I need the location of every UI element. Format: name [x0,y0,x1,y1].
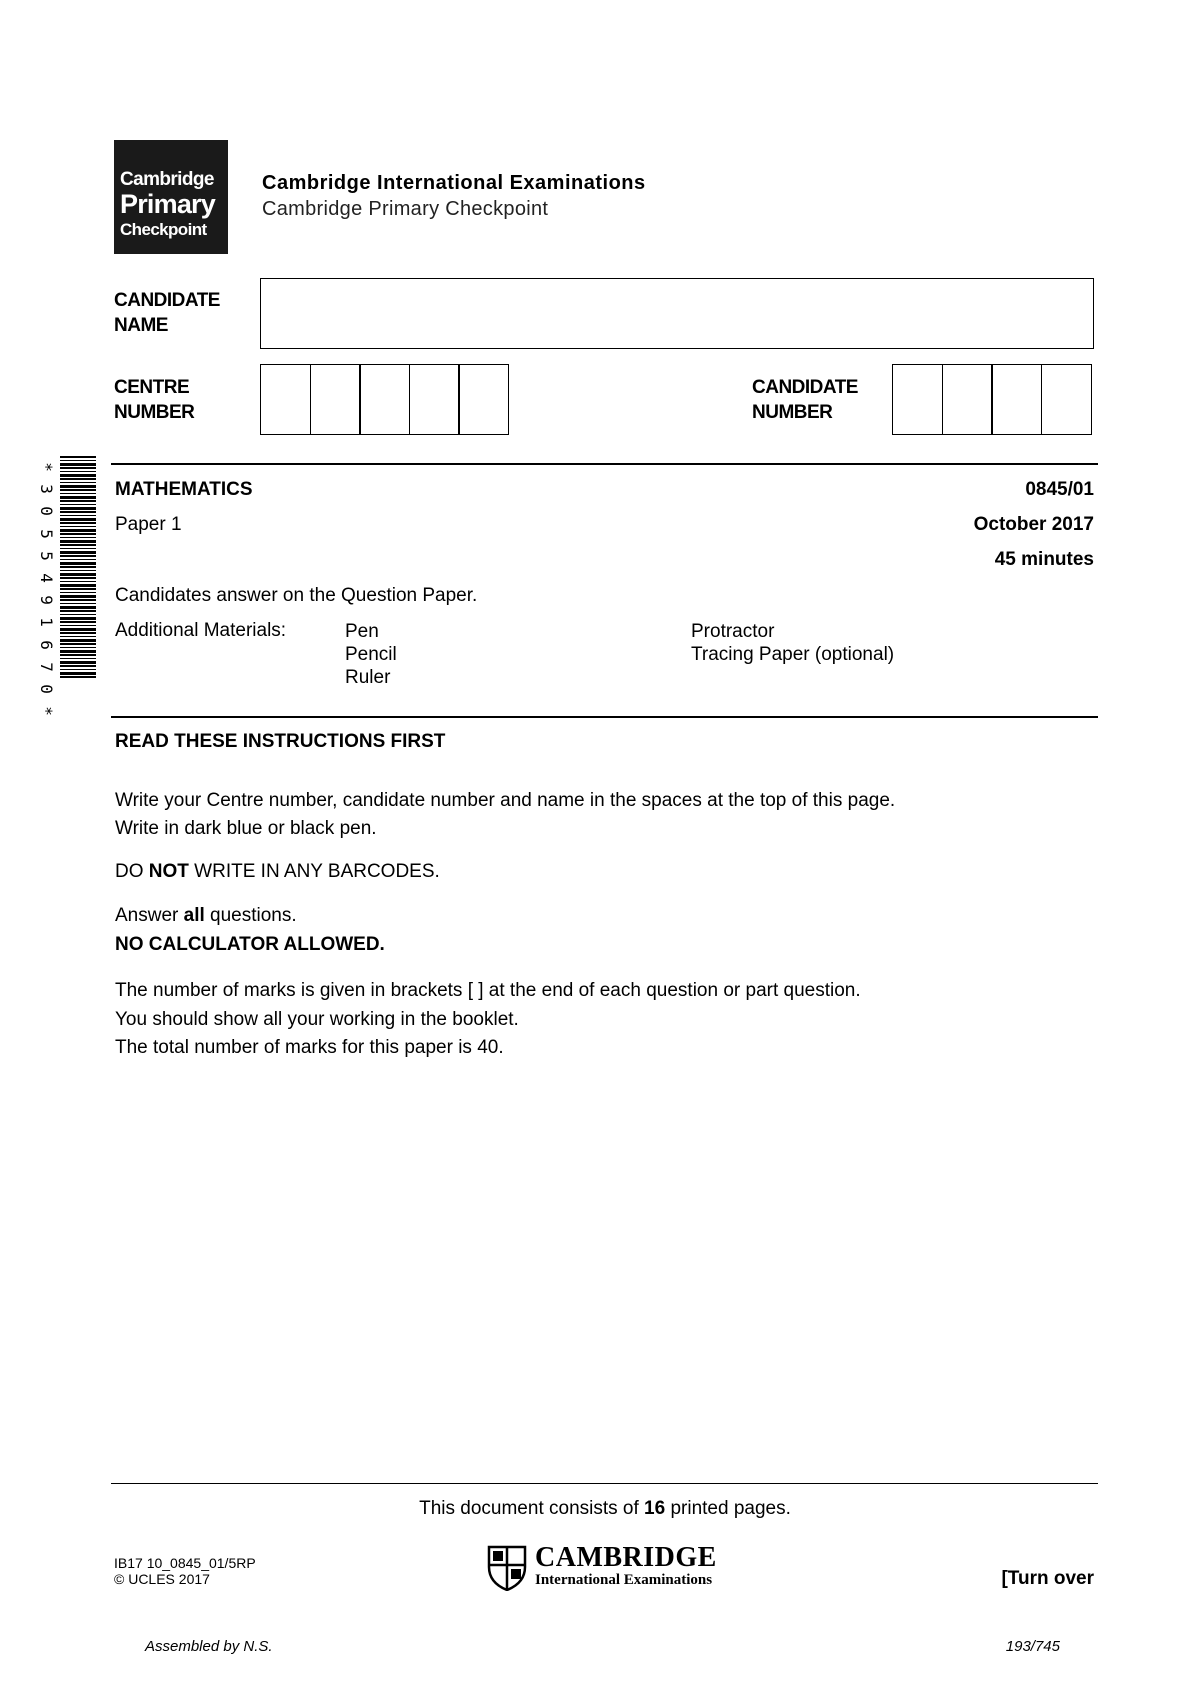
instruction-line: Write in dark blue or black pen. [115,818,377,839]
exam-session: October 2017 [973,514,1094,535]
centre-number-cell[interactable] [310,364,361,435]
instructions-block-2 [115,977,861,1063]
instruction-answer-all: Answer all questions. [115,905,297,926]
organisation-name: Cambridge International Examinations [262,172,646,194]
paper-code: 0845/01 [1025,479,1094,500]
centre-number-cell[interactable] [409,364,460,435]
centre-number-field[interactable] [260,364,509,435]
candidate-number-cell[interactable] [892,364,943,435]
material-item: Pencil [345,644,397,665]
materials-list-2 [691,620,894,666]
material-item: Ruler [345,667,391,688]
divider-top [111,463,1098,465]
document-reference: IB17 10_0845_01/5RP © UCLES 2017 [114,1555,256,1587]
instructions-block-1 [115,787,895,843]
candidate-name-field[interactable] [260,278,1094,349]
page-reference: 193/745 [1005,1638,1060,1655]
instructions-heading: READ THESE INSTRUCTIONS FIRST [115,731,446,752]
centre-number-cell[interactable] [359,364,410,435]
turn-over-note: [Turn over [1001,1568,1094,1589]
candidate-number-cell[interactable] [942,364,993,435]
cambridge-wordmark-sub: International Examinations [535,1572,713,1588]
candidate-number-cell[interactable] [1041,364,1092,435]
programme-name: Cambridge Primary Checkpoint [262,198,549,220]
instruction-line: Write your Centre number, candidate number and name in the spaces at the top of this page. [115,790,896,811]
instruction-barcodes: DO NOT WRITE IN ANY BARCODES. [115,861,440,882]
instruction-line: The number of marks is given in brackets [ ] at the end of each question or part question. [115,980,861,1001]
instruction-line: You should show all your working in the booklet. [115,1008,519,1030]
barcode-digits: * 3 0 5 5 4 9 1 6 7 0 * [37,462,57,717]
candidate-name-label: CANDIDATE NAME [114,290,220,336]
logo-line-2: Primary [120,189,215,219]
barcode [60,456,96,680]
centre-number-cell[interactable] [458,364,509,435]
material-item: Pen [345,621,379,642]
materials-list-1 [345,620,397,689]
candidate-number-field[interactable] [892,364,1092,435]
subject-title: MATHEMATICS [115,479,253,500]
material-item: Tracing Paper (optional) [691,644,895,665]
cambridge-wordmark: CAMBRIDGE [535,1542,717,1573]
page-count-note: This document consists of 16 printed pages. [419,1498,791,1519]
candidate-number-cell[interactable] [991,364,1042,435]
divider-middle [111,716,1098,718]
material-item: Protractor [691,621,775,642]
centre-number-cell[interactable] [260,364,311,435]
logo-line-3: Checkpoint [120,220,207,239]
instruction-no-calculator: NO CALCULATOR ALLOWED. [115,934,385,955]
centre-number-label: CENTRE NUMBER [114,377,195,423]
materials-label: Additional Materials: [115,620,287,641]
cambridge-primary-checkpoint-logo [114,140,228,254]
logo-line-1: Cambridge [120,169,214,190]
candidate-number-label: CANDIDATE NUMBER [752,377,858,423]
cambridge-crest-icon [487,1545,527,1591]
answer-note: Candidates answer on the Question Paper. [115,585,478,606]
exam-duration: 45 minutes [994,549,1094,570]
paper-number: Paper 1 [115,514,182,535]
divider-footer [111,1483,1098,1484]
instruction-line: The total number of marks for this paper is 40. [115,1037,504,1058]
assembled-by: Assembled by N.S. [145,1638,273,1655]
